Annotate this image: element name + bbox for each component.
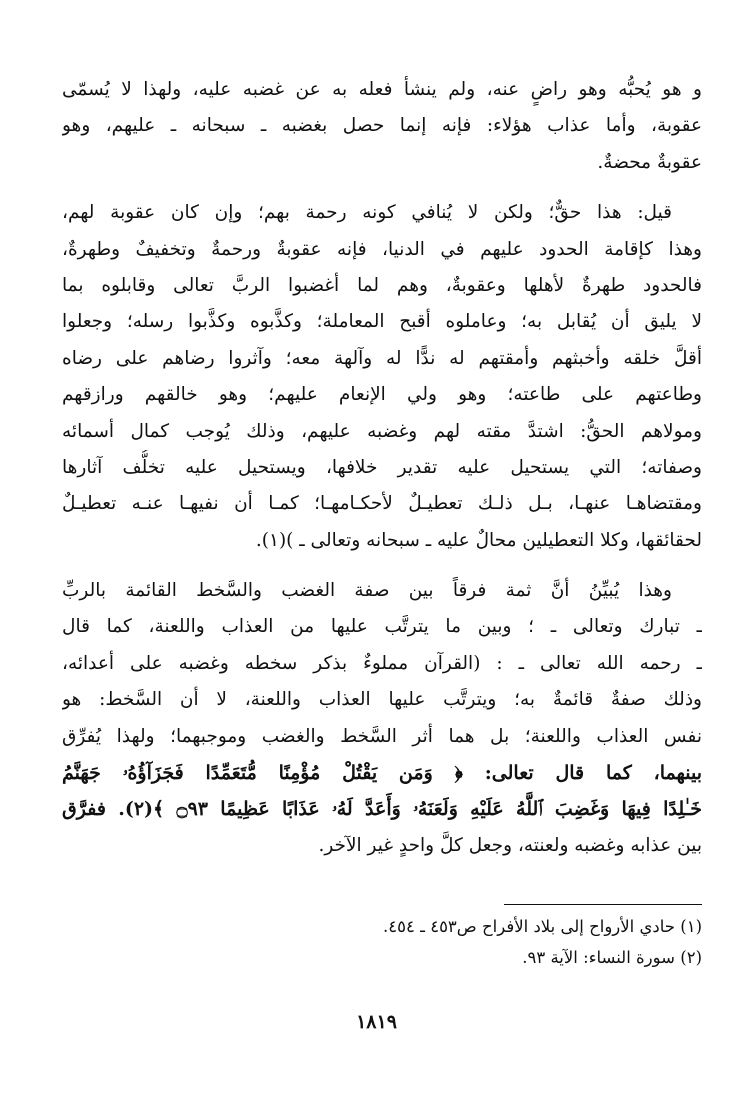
text-line: وطاعتهم على طاعته؛ وهو ولي الإنعام عليهم؛ وهو خالقهم ورازقهم [62,384,702,406]
text-line: عقوبة، وأما عذاب هؤلاء: فإنه إنما حصل بغضبه ـ سبحانه ـ عليهم، وهو [62,115,702,137]
text-line: فالحدود طهرةٌ لأهلها وعقوبةٌ، وهم لما أغضبوا الربَّ تعالى وقابلوه بما [62,274,702,296]
text-line: لحقائقها، وكلا التعطيلين محالٌ عليه ـ سبحانه وتعالى ـ )(١). [255,529,702,551]
text-line: بين عذابه وغضبه ولعنته، وجعل كلَّ واحدٍ غير الآخر. [318,834,702,856]
text-line: و هو يُحبُّه وهو راضٍ عنه، ولم ينشأ فعله به عن غضبه عليه، ولهذا لا يُسمّى [62,79,702,100]
paragraph-3 [62,573,702,864]
quran-verse-line: بينهما، كما قال تعالى: ﴿ وَمَن يَقْتُلْ مُؤْمِنًا مُّتَعَمِّدًا فَجَزَآؤُهُۥ جَهَنَّمُ [62,762,702,785]
text-line: عقوبةٌ محضةٌ. [597,151,702,173]
paragraph-gap [62,181,702,195]
text-line: وصفاته؛ التي يستحيل عليه تقدير خلافها، ويستحيل عليه تخلُّف آثارها [62,456,702,478]
paragraph-gap [62,559,702,573]
text-line: قيل: هذا حقٌّ؛ ولكن لا يُنافي كونه رحمة بهم؛ وإن كان عقوبة لهم، [62,202,672,224]
footnote: (١) حادي الأرواح إلى بلاد الأفراح ص٤٥٣ ـ ٤٥٤. [383,917,702,936]
text-line: ومولاهم الحقُّ: اشتدَّ مقته لهم وغضبه عليهم، وذلك يُوجب كمال أسمائه [62,420,702,442]
footnotes [62,904,702,973]
text-line: وهذا يُبيِّنُ أنَّ ثمة فرقاً بين صفة الغضب والسَّخط القائمة بالربِّ [62,580,672,602]
text-line: أقلَّ خلقه وأخبثهم وأمقتهم له ندًّا له وآلهة معه؛ وآثروا رضاهم على رضاه [62,347,702,369]
footnote-divider [504,904,702,905]
footnote: (٢) سورة النساء: الآية ٩٣. [522,948,702,967]
text-line: ـ رحمه الله تعالى ـ : (القرآن مملوءٌ بذكر سخطه وغضبه على أعدائه، [62,652,702,674]
paragraph-2 [62,195,702,559]
text-line: ـ تبارك وتعالى ـ ؛ وبين ما يترتَّب عليها من العذاب واللعنة، كما قال [62,616,702,638]
text-line: لا يليق أن يُقابل به؛ وعاملوه أقبح المعاملة؛ وكذَّبوه وكذَّبوا رسله؛ وجعلوا [62,311,702,333]
page-number: ١٨١٩ [356,1011,397,1033]
main-text [62,72,702,864]
paragraph-1 [62,72,702,181]
quran-verse-line: خَـٰلِدًا فِيهَا وَغَضِبَ ٱللَّهُ عَلَيْهِ وَلَعَنَهُۥ وَأَعَدَّ لَهُۥ عَذَابًا عَظِيمًا ۝٩٣ ﴾(٢). ففرَّق [62,798,702,821]
text-line: ومقتضاهـا عنهـا، بـل ذلـك تعطيـلٌ لأحكـامهـا؛ كمـا أن نفيهـا عنـه تعطيـلٌ [62,493,702,515]
text-line: وذلك صفةٌ قائمةٌ به؛ ويترتَّب عليها العذاب واللعنة، لا أن السَّخط: هو [62,689,702,711]
text-line: وهذا كإقامة الحدود عليهم في الدنيا، فإنه عقوبةٌ ورحمةٌ وتخفيفٌ وطهرةٌ، [62,238,702,260]
text-line: نفس العذاب واللعنة؛ بل هما أثر السَّخط والغضب وموجبهما؛ ولهذا يُفرِّق [62,725,702,747]
